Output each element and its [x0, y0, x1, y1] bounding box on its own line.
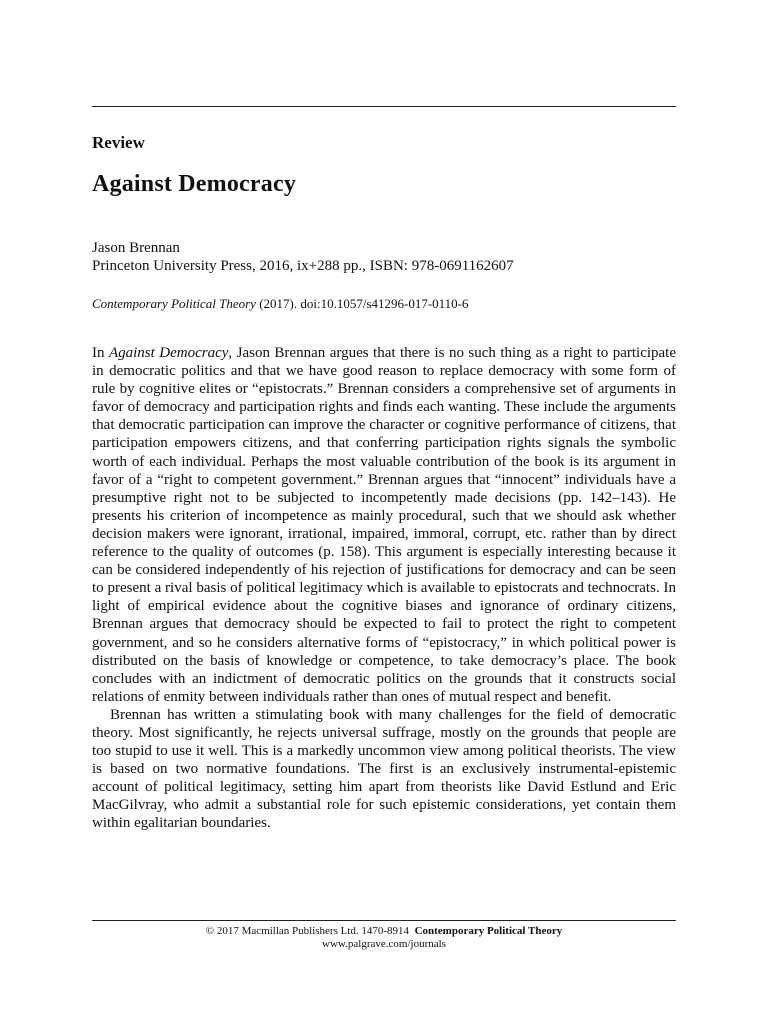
paragraph-1-text: , Jason Brennan argues that there is no such thing as a right to participate in democratic politics and that we have good reason to replace democracy with some form of rule by cognitive elites or “epistocrats.” Brennan considers a comprehensive set of arguments in favor of democracy and participation rights and finds each wanting. These include the arguments that democratic participation can improve the character or cognitive performance of citizens, that participation empowers citizens, and that conferring participation rights signals the symbolic worth of each individual. Perhaps the most valuable contribution of the book is its argument in favor of a “right to competent government.” Brennan argues that “innocent” individuals have a presumptive right not to be subjected to incompetently made decisions (pp. 142–143). He presents his criterion of incompetence as mainly procedural, such that we should ask whether decision makers were ignorant, irrational, impaired, immoral, corrupt, etc. rather than by direct reference to the quality of outcomes (p. 158). This argument is especially interesting because it can be considered independently of his rejection of justifications for democracy and can be seen to present a rival basis of political legitimacy which is available to epistocrats and technocrats. In light of empirical evidence about the cognitive biases and ignorance of ordinary citizens, Brennan argues that democracy should be expected to fail to protect the right to competent government, and so he considers alternative forms of “epistocracy,” in which political power is distributed on the basis of knowledge or competence, to take democracy’s place. The book concludes with an indictment of democratic politics on the grounds that it constructs social relations of enmity between individuals rather than ones of mutual respect and benefit. [92, 345, 676, 705]
footer-copyright: © 2017 Macmillan Publishers Ltd. 1470-8914 [205, 925, 410, 937]
section-label: Review [92, 133, 145, 152]
footer-rule [92, 920, 676, 921]
footer-copyright-line [92, 925, 676, 938]
citation-line [92, 295, 469, 312]
review-body [92, 344, 676, 833]
top-rule [92, 106, 676, 107]
author-name: Jason Brennan [92, 240, 180, 256]
paragraph-2: Brennan has written a stimulating book with many challenges for the field of democratic theory. Most significantly, he rejects universal suffrage, mostly on the grounds that people are too stupid to use it well. This is a markedly uncommon view among political theorists. The view is based on two normative foundations. The first is an exclusively instrumental-epistemic account of political legitimacy, setting him apart from theorists like David Estlund and Eric MacGilvray, who admit a substantial role for such epistemic considerations, yet contain them within egalitarian boundaries. [92, 706, 676, 832]
publisher-line: Princeton University Press, 2016, ix+288 pp., ISBN: 978-0691162607 [92, 258, 514, 274]
paragraph-1-lead: In [92, 345, 109, 361]
footer-url: www.palgrave.com/journals [322, 938, 446, 950]
citation-journal: Contemporary Political Theory [92, 296, 256, 311]
citation-details: (2017). doi:10.1057/s41296-017-0110-6 [255, 296, 469, 311]
book-title-italic: Against Democracy [108, 345, 229, 361]
footer-journal: Contemporary Political Theory [414, 925, 563, 937]
paragraph-1 [92, 344, 676, 706]
page-title: Against Democracy [92, 171, 297, 197]
